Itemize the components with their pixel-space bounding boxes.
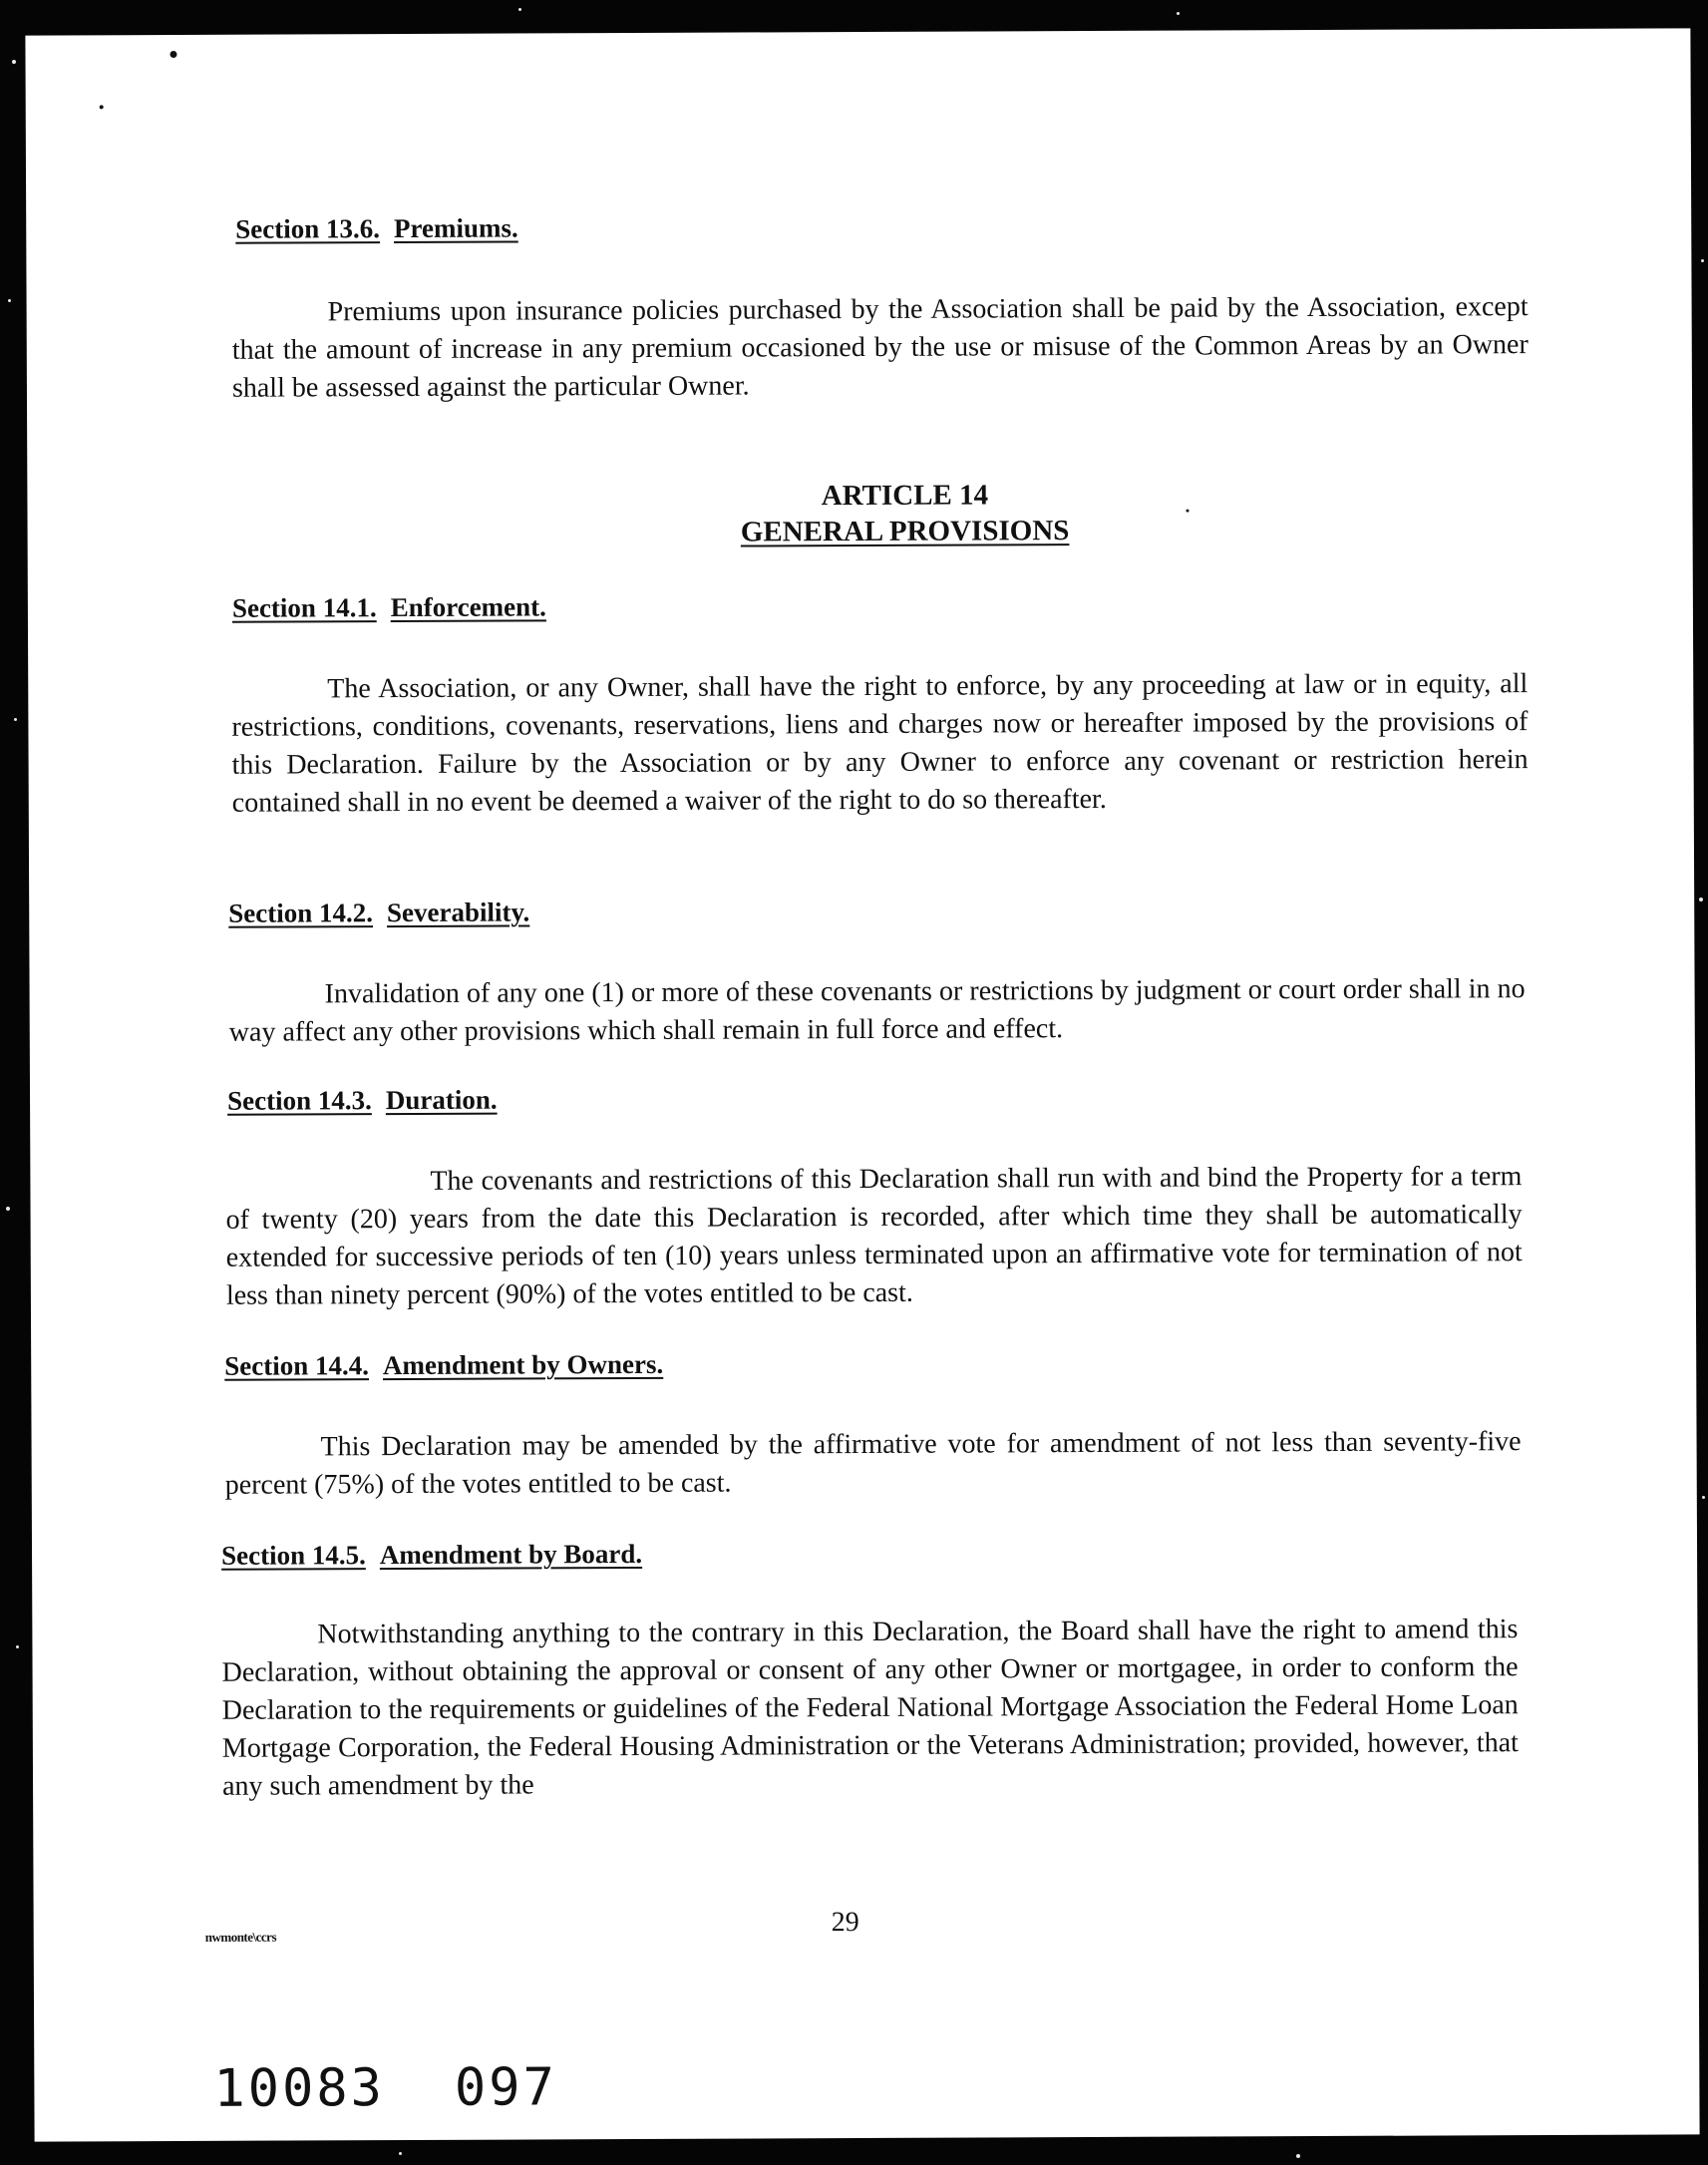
scan-speck — [100, 105, 104, 109]
document-number — [213, 2057, 557, 2119]
section-number: Section 14.2. — [228, 898, 374, 928]
section-heading — [227, 1085, 498, 1117]
scan-speck — [1186, 510, 1189, 513]
section-heading — [221, 1539, 642, 1572]
section-number: Section 14.5. — [220, 1540, 366, 1571]
section-text: Invalidation of any one (1) or more of these covenants or restrictions by judgment or court order shall in no way affect any other provisions which shall remain in full force and effect. — [228, 973, 1526, 1048]
document-number-part-2: 097 — [454, 2057, 557, 2118]
file-code: nwmonte\ccrs — [204, 1929, 277, 1945]
section-heading — [228, 897, 529, 928]
section-number: Section 13.6. — [235, 213, 381, 244]
section-title: Duration. — [385, 1084, 498, 1116]
section-heading — [232, 591, 546, 623]
section-title: Severability. — [386, 897, 530, 928]
section-text: The covenants and restrictions of this Declaration shall run with and bind the Property for a term of twenty (20) years from the date this Declaration is recorded, after which time they shall be automatically extended for successive periods of ten (10) years unless terminated upon an affirmative vote for termination of not less than ninety percent (90%) of the votes entitled to be cast. — [225, 1161, 1523, 1311]
section-text: This Declaration may be amended by the affirmative vote for amendment of not less than seventy-five percent (75%) of the votes entitled to be cast. — [224, 1426, 1522, 1501]
section-title: Amendment by Owners. — [382, 1348, 664, 1381]
document-page — [25, 28, 1699, 2141]
section-heading — [224, 1349, 663, 1382]
section-title: Amendment by Board. — [379, 1538, 643, 1571]
section-title: Enforcement. — [390, 591, 546, 623]
section-number: Section 14.4. — [224, 1350, 370, 1381]
section-text: The Association, or any Owner, shall have the right to enforce, by any proceeding at law or in equity, all restrictions, conditions, covenants, reservations, liens and charges now or hereafter imposed by the provisions of this Declaration. Failure by the Association or by any Owner to enforce any covenant or restriction herein contained shall in no event be deemed a waiver of the right to do so thereafter. — [231, 668, 1529, 819]
document-number-part-1: 10083 — [213, 2058, 386, 2119]
section-title: Premiums. — [393, 212, 518, 244]
section-number: Section 14.3. — [226, 1085, 372, 1116]
scan-speck — [170, 51, 176, 58]
section-number: Section 14.1. — [231, 592, 377, 623]
page-number: 29 — [831, 1907, 859, 1939]
section-heading — [235, 212, 518, 244]
article-heading — [625, 477, 1184, 550]
article-label: ARTICLE 14 — [821, 479, 989, 513]
section-text: Notwithstanding anything to the contrary in this Declaration, the Board shall have the right to amend this Declaration, without obtaining the approval or consent of any other Owner or mortgagee, in order to conform the Declaration to the requirements or guidelines of the Federal National Mortgage Association the Federal Home Loan Mortgage Corporation, the Federal Housing Administration or the Veterans Administration; provided, however, that any such amendment by the — [221, 1614, 1519, 1802]
section-text: Premiums upon insurance policies purchased by the Association shall be paid by the Association, except that the amount of increase in any premium occasioned by the use or misuse of the Common Areas by an Owner shall be assessed against the particular Owner. — [231, 291, 1529, 404]
article-title: GENERAL PROVISIONS — [740, 515, 1070, 548]
